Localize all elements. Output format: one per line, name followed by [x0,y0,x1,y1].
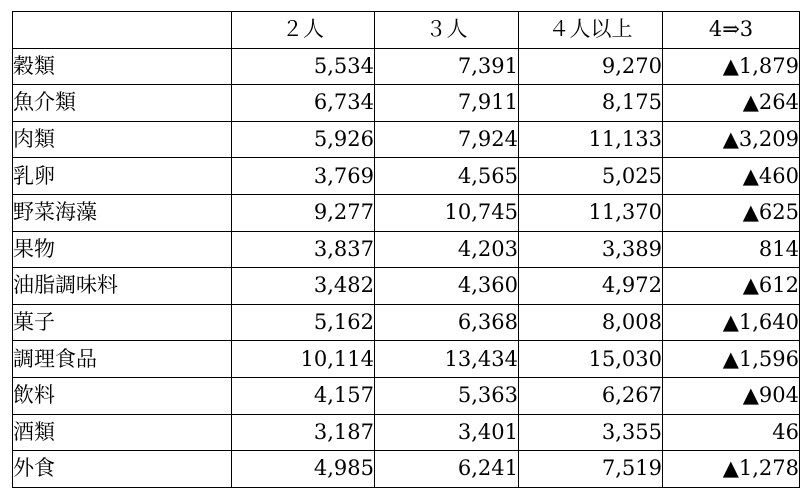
table-row [13,48,800,85]
table-header-row [13,12,800,49]
row-label: 飲料 [13,377,232,414]
value-three-persons: 5,363 [375,377,519,414]
value-three-persons: 7,391 [375,48,519,85]
value-diff: ▲264 [663,85,800,122]
value-two-persons: 4,157 [232,377,375,414]
value-diff: ▲625 [663,194,800,231]
header-two-persons: ２人 [232,12,375,49]
row-label: 果物 [13,231,232,268]
table-row [13,231,800,268]
table-row [13,341,800,378]
value-two-persons: 4,985 [232,451,375,488]
value-four-plus-persons: 4,972 [519,268,663,305]
header-four-plus-persons: ４人以上 [519,12,663,49]
table-row [13,268,800,305]
value-three-persons: 4,565 [375,158,519,195]
row-label: 野菜海藻 [13,194,232,231]
value-three-persons: 13,434 [375,341,519,378]
table-row [13,377,800,414]
value-three-persons: 4,203 [375,231,519,268]
value-two-persons: 3,482 [232,268,375,305]
value-four-plus-persons: 11,370 [519,194,663,231]
value-three-persons: 7,924 [375,121,519,158]
value-diff: ▲612 [663,268,800,305]
value-two-persons: 10,114 [232,341,375,378]
value-diff: ▲460 [663,158,800,195]
value-three-persons: 6,368 [375,304,519,341]
value-four-plus-persons: 11,133 [519,121,663,158]
value-two-persons: 6,734 [232,85,375,122]
header-four-to-three-diff: 4⇒3 [663,12,800,49]
value-two-persons: 3,187 [232,414,375,451]
value-four-plus-persons: 9,270 [519,48,663,85]
value-diff: ▲1,278 [663,451,800,488]
value-four-plus-persons: 15,030 [519,341,663,378]
row-label: 乳卵 [13,158,232,195]
row-label: 穀類 [13,48,232,85]
header-corner-cell [13,12,232,49]
value-four-plus-persons: 8,008 [519,304,663,341]
row-label: 調理食品 [13,341,232,378]
value-two-persons: 3,769 [232,158,375,195]
value-three-persons: 4,360 [375,268,519,305]
value-four-plus-persons: 5,025 [519,158,663,195]
row-label: 魚介類 [13,85,232,122]
table-row [13,194,800,231]
value-two-persons: 3,837 [232,231,375,268]
value-four-plus-persons: 8,175 [519,85,663,122]
household-food-expense-table [12,11,800,488]
value-diff: 814 [663,231,800,268]
value-diff: ▲3,209 [663,121,800,158]
value-diff: ▲1,879 [663,48,800,85]
table-row [13,414,800,451]
row-label: 肉類 [13,121,232,158]
row-label: 酒類 [13,414,232,451]
value-three-persons: 7,911 [375,85,519,122]
value-diff: 46 [663,414,800,451]
value-three-persons: 3,401 [375,414,519,451]
row-label: 外食 [13,451,232,488]
table-row [13,304,800,341]
table-row [13,85,800,122]
table-row [13,121,800,158]
header-three-persons: ３人 [375,12,519,49]
table-row [13,451,800,488]
table-row [13,158,800,195]
value-diff: ▲1,640 [663,304,800,341]
value-two-persons: 5,534 [232,48,375,85]
value-four-plus-persons: 7,519 [519,451,663,488]
value-three-persons: 10,745 [375,194,519,231]
value-two-persons: 5,162 [232,304,375,341]
value-two-persons: 5,926 [232,121,375,158]
row-label: 菓子 [13,304,232,341]
row-label: 油脂調味料 [13,268,232,305]
value-diff: ▲1,596 [663,341,800,378]
value-four-plus-persons: 3,355 [519,414,663,451]
value-two-persons: 9,277 [232,194,375,231]
value-three-persons: 6,241 [375,451,519,488]
value-four-plus-persons: 3,389 [519,231,663,268]
value-diff: ▲904 [663,377,800,414]
value-four-plus-persons: 6,267 [519,377,663,414]
